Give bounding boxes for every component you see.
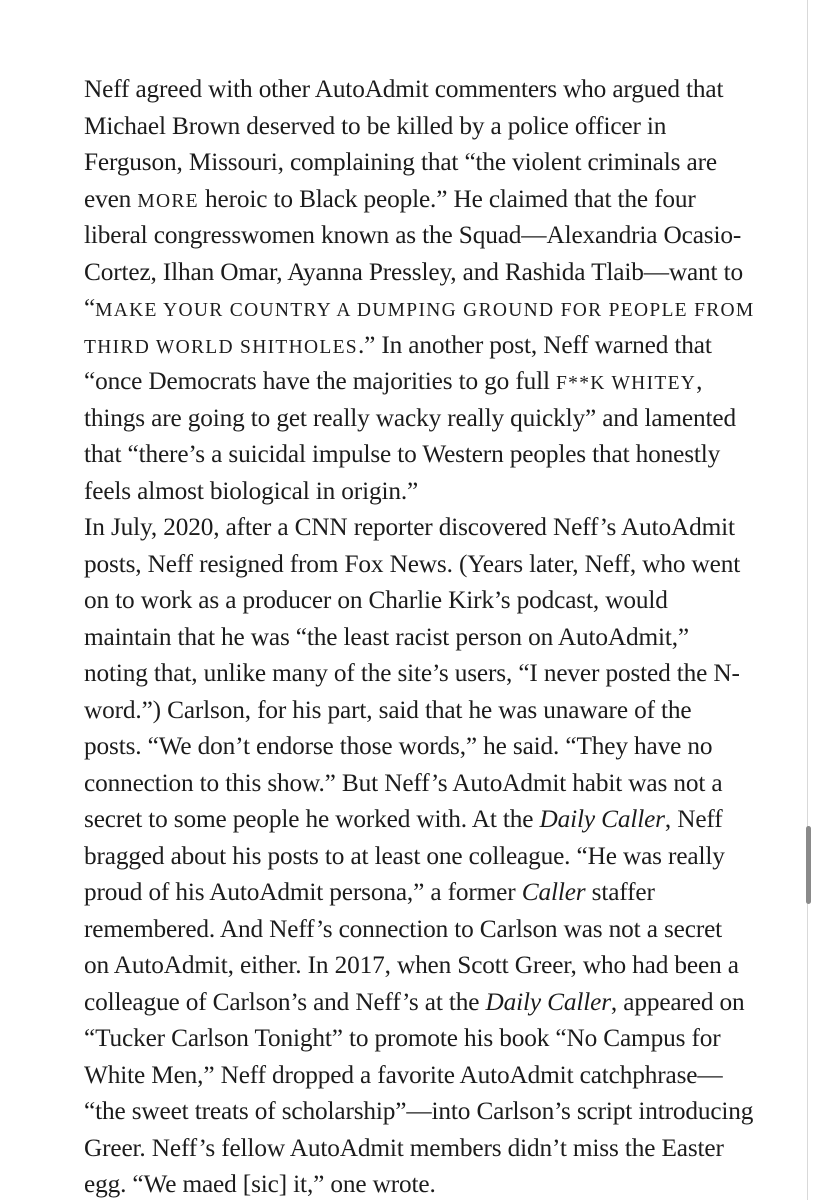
text-run: proud of his AutoAdmit persona,” a former	[84, 878, 522, 906]
text-line	[84, 183, 696, 218]
text-line	[84, 1095, 753, 1127]
text-line	[84, 1132, 724, 1164]
text-line	[84, 840, 725, 872]
text-run: heroic to Black people.” He claimed that the four	[198, 184, 696, 213]
text-line	[84, 511, 735, 543]
text-run: White Men,” Neff dropped a favorite AutoAdmit catchphrase—	[84, 1060, 723, 1089]
text-run: Ferguson, Missouri, complaining that “the violent criminals are	[84, 148, 717, 176]
text-run: Greer. Neff’s fellow AutoAdmit members didn’t miss the Easter	[84, 1133, 724, 1162]
text-run: Cortez, Ilhan Omar, Ayanna Pressley, and Rashida Tlaib—want to	[84, 257, 743, 286]
text-line	[84, 913, 722, 945]
text-run: ,	[696, 367, 703, 395]
text-line	[84, 803, 723, 835]
text-run: things are going to get really wacky really quickly” and lamented	[84, 403, 736, 432]
text-run: that “there’s a suicidal impulse to Western peoples that honestly	[84, 440, 721, 468]
text-line	[84, 657, 740, 689]
text-line	[84, 767, 723, 799]
text-run: In July, 2020, after a CNN reporter discovered Neff’s AutoAdmit	[84, 513, 735, 541]
text-line	[84, 730, 712, 762]
text-run: staffer	[585, 878, 655, 906]
text-line	[84, 219, 741, 251]
text-line	[84, 876, 655, 908]
text-run: even	[84, 184, 138, 213]
italic-publication-name: Daily Caller	[539, 805, 665, 833]
text-line	[84, 1022, 721, 1054]
text-line	[84, 1059, 723, 1091]
text-run: posts. “We don’t endorse those words,” he said. “They have no	[84, 732, 713, 760]
page-edge-divider	[807, 0, 808, 1200]
text-run: maintain that he was “the least racist person on AutoAdmit,”	[84, 622, 689, 651]
text-line	[84, 365, 702, 400]
text-run: colleague of Carlson’s and Neff’s at the	[84, 987, 486, 1016]
text-line	[84, 1168, 436, 1200]
text-line	[84, 621, 689, 653]
text-run: noting that, unlike many of the site’s users, “I never posted the N-	[84, 659, 740, 687]
text-run: “the sweet treats of scholarship”—into Carlson’s script introducing	[84, 1097, 754, 1125]
text-line	[84, 402, 736, 434]
text-run: feels almost biological in origin.”	[84, 476, 419, 505]
text-run: word.”) Carlson, for his part, said that he was unaware of the	[84, 695, 692, 724]
text-line	[84, 146, 717, 178]
scrollbar-thumb[interactable]	[806, 826, 811, 904]
text-line	[84, 694, 691, 726]
text-run: on AutoAdmit, either. In 2017, when Scott Greer, who had been a	[84, 951, 739, 979]
text-run: on to work as a producer on Charlie Kirk’s podcast, would	[84, 586, 668, 614]
italic-publication-name: Caller	[521, 878, 586, 906]
italic-publication-name: Daily Caller	[485, 987, 611, 1016]
text-line	[84, 329, 712, 364]
text-run: liberal congresswomen known as the Squad—Alexandria Ocasio-	[84, 221, 742, 249]
text-run: connection to this show.” But Neff’s AutoAdmit habit was not a	[84, 768, 723, 797]
text-line	[84, 292, 755, 327]
text-run: , appeared on	[610, 987, 745, 1016]
text-line	[84, 475, 418, 507]
text-line	[84, 256, 743, 288]
text-run: “	[84, 294, 96, 322]
text-line	[84, 548, 740, 580]
text-line	[84, 438, 720, 470]
small-caps-quote: MORE	[137, 190, 199, 212]
text-run: remembered. And Neff’s connection to Carlson was not a secret	[84, 914, 723, 943]
text-run: posts, Neff resigned from Fox News. (Years later, Neff, who went	[84, 549, 741, 578]
text-line	[84, 949, 739, 981]
text-run: egg. “We maed [sic] it,” one wrote.	[84, 1170, 436, 1198]
text-run: Neff agreed with other AutoAdmit commenters who argued that	[84, 75, 724, 103]
text-run: , Neff	[664, 805, 723, 833]
text-run: secret to some people he worked with. At the	[84, 805, 540, 833]
text-line	[84, 584, 668, 616]
text-line	[84, 986, 745, 1018]
text-run: “Tucker Carlson Tonight” to promote his book “No Campus for	[84, 1024, 721, 1052]
text-run: “once Democrats have the majorities to go full	[84, 367, 557, 395]
text-line	[84, 110, 666, 142]
text-run: .” In another post, Neff warned that	[357, 330, 712, 359]
small-caps-quote: MAKE YOUR COUNTRY A DUMPING GROUND FOR PEOPLE FROM	[95, 300, 755, 321]
text-run: Michael Brown deserved to be killed by a police officer in	[84, 111, 667, 140]
small-caps-quote: THIRD WORLD SHITHOLES	[84, 336, 358, 358]
text-run: bragged about his posts to at least one colleague. “He was really	[84, 841, 725, 870]
text-line	[84, 73, 723, 105]
small-caps-quote: F**K WHITEY	[556, 373, 697, 394]
